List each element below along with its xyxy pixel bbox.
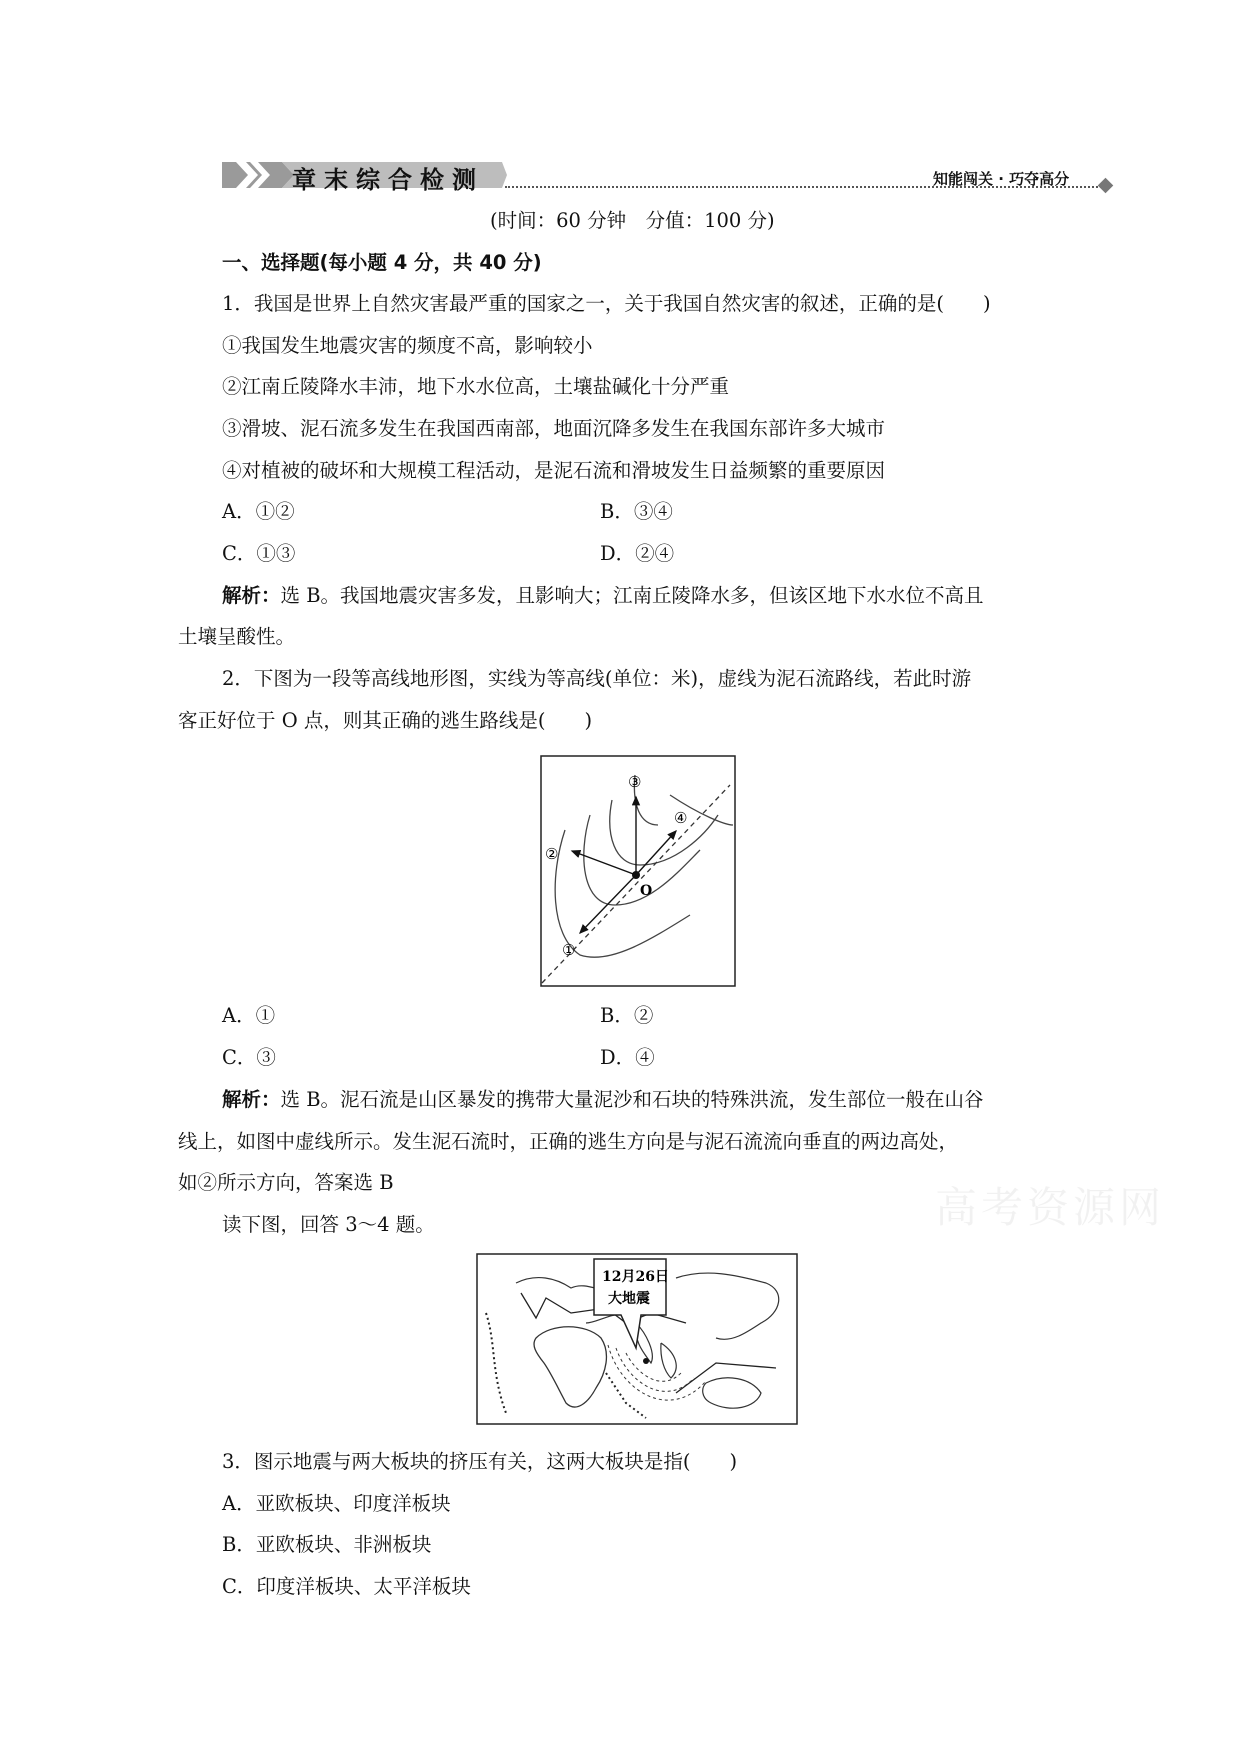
analysis-label: 解析： [222, 584, 281, 607]
q3-option-a: A．亚欧板块、印度洋板块 [222, 1492, 451, 1515]
q2-analysis-text: 选 B。泥石流是山区暴发的携带大量泥沙和石块的特殊洪流，发生部位一般在山谷 [280, 1088, 984, 1111]
callout-label: 大地震 [608, 1291, 650, 1307]
watermark: 高考资源网 [935, 1183, 1166, 1232]
q2-option-c: C．③ [222, 1046, 276, 1069]
q1-item-2: ②江南丘陵降水丰沛，地下水水位高，土壤盐碱化十分严重 [222, 375, 730, 398]
q1-option-b: B．③④ [600, 500, 673, 523]
q3-stem: 3．图示地震与两大板块的挤压有关，这两大板块是指( ) [222, 1450, 738, 1473]
q3-option-b: B．亚欧板块、非洲板块 [222, 1533, 432, 1556]
route-4-label: ④ [674, 809, 688, 827]
section-title: 章末综合检测 [292, 166, 484, 194]
q1-analysis-line1 [222, 583, 984, 609]
q1-stem: 1．我国是世界上自然灾害最严重的国家之一，关于我国自然灾害的叙述，正确的是( ) [222, 292, 991, 315]
q2-stem-line1: 2．下图为一段等高线地形图，实线为等高线(单位：米)，虚线为泥石流路线，若此时游 [222, 667, 972, 690]
point-o-label: O [640, 883, 653, 899]
read-prompt: 读下图，回答 3～4 题。 [222, 1213, 435, 1236]
q3-option-c: C．印度洋板块、太平洋板块 [222, 1575, 471, 1598]
q1-analysis-text: 选 B。我国地震灾害多发，且影响大；江南丘陵降水多，但该区地下水水位不高且 [280, 584, 984, 607]
section-heading: 一、选择题(每小题 4 分，共 40 分) [222, 251, 542, 274]
analysis-label: 解析： [222, 1088, 281, 1111]
route-1-label: ① [562, 941, 576, 959]
q1-option-c: C．①③ [222, 542, 296, 565]
q2-analysis-line2: 线上，如图中虚线所示。发生泥石流时，正确的逃生方向是与泥石流流向垂直的两边高处， [178, 1130, 959, 1153]
world-map-figure [476, 1253, 798, 1425]
q1-analysis-line2: 土壤呈酸性。 [178, 625, 296, 648]
q1-item-1: ①我国发生地震灾害的频度不高，影响较小 [222, 334, 593, 357]
q2-analysis-line3: 如②所示方向，答案选 B [178, 1171, 394, 1194]
diamond-icon [1098, 178, 1114, 194]
callout-date: 12月26日 [602, 1269, 669, 1285]
time-score: (时间：60 分钟 分值：100 分) [490, 209, 775, 232]
q2-stem-line2: 客正好位于 O 点，则其正确的逃生路线是( ) [178, 709, 593, 732]
contour-map-figure [540, 755, 736, 987]
q1-item-4: ④对植被的破坏和大规模工程活动，是泥石流和滑坡发生日益频繁的重要原因 [222, 459, 886, 482]
header-right-label: 知能闯关 · 巧夺高分 [933, 170, 1070, 188]
q1-item-3: ③滑坡、泥石流多发生在我国西南部，地面沉降多发生在我国东部许多大城市 [222, 417, 886, 440]
route-2-label: ② [545, 845, 559, 863]
route-3-label: ③ [628, 773, 642, 791]
q2-option-d: D．④ [600, 1046, 655, 1069]
q2-option-b: B．② [600, 1004, 654, 1027]
q2-analysis-line1 [222, 1087, 984, 1113]
q2-option-a: A．① [222, 1004, 276, 1027]
q1-option-a: A．①② [222, 500, 295, 523]
q1-option-d: D．②④ [600, 542, 675, 565]
